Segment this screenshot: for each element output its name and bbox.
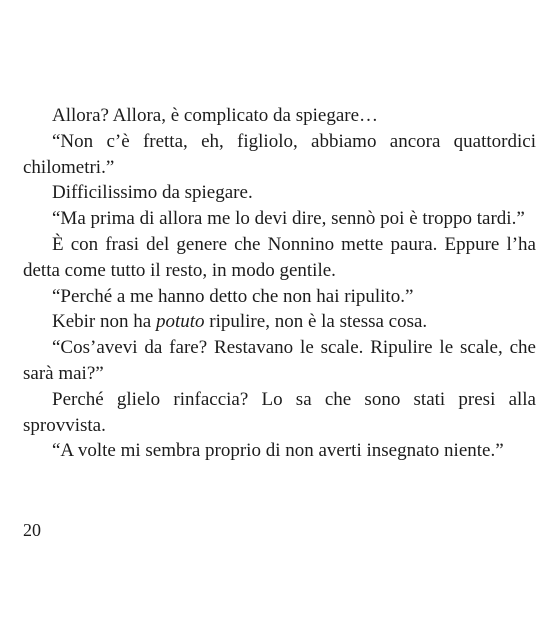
paragraph: “A volte mi sembra proprio di non averti insegnato niente.” [52,440,504,462]
paragraph: È con frasi del genere che Nonnino mette paura. Eppure l’ha detta come tutto il resto, in modo gentile. [23,233,536,281]
page-number: 20 [23,520,41,540]
body-text [23,103,536,464]
paragraph: “Ma prima di allora me lo devi dire, sennò poi è troppo tardi.” [52,208,525,230]
paragraph: “Non c’è fretta, eh, figliolo, abbiamo ancora quattordici chilometri.” [23,130,536,178]
paragraph: Difficilissimo da spiegare. [52,182,253,204]
emphasized-word: potuto [155,311,205,333]
paragraph: “Perché a me hanno detto che non hai ripulito.” [52,285,414,307]
paragraph: Perché glielo rinfaccia? Lo sa che sono stati presi alla sprovvista. [23,388,536,436]
paragraph: “Cos’avevi da fare? Restavano le scale. Ripulire le scale, che sarà mai?” [23,337,536,384]
paragraph-text: ripulire, non è la stessa cosa. [204,311,428,333]
paragraph: Allora? Allora, è complicato da spiegare… [52,105,379,126]
paragraph-text: Kebir non ha [52,311,156,333]
paragraph [23,309,536,335]
